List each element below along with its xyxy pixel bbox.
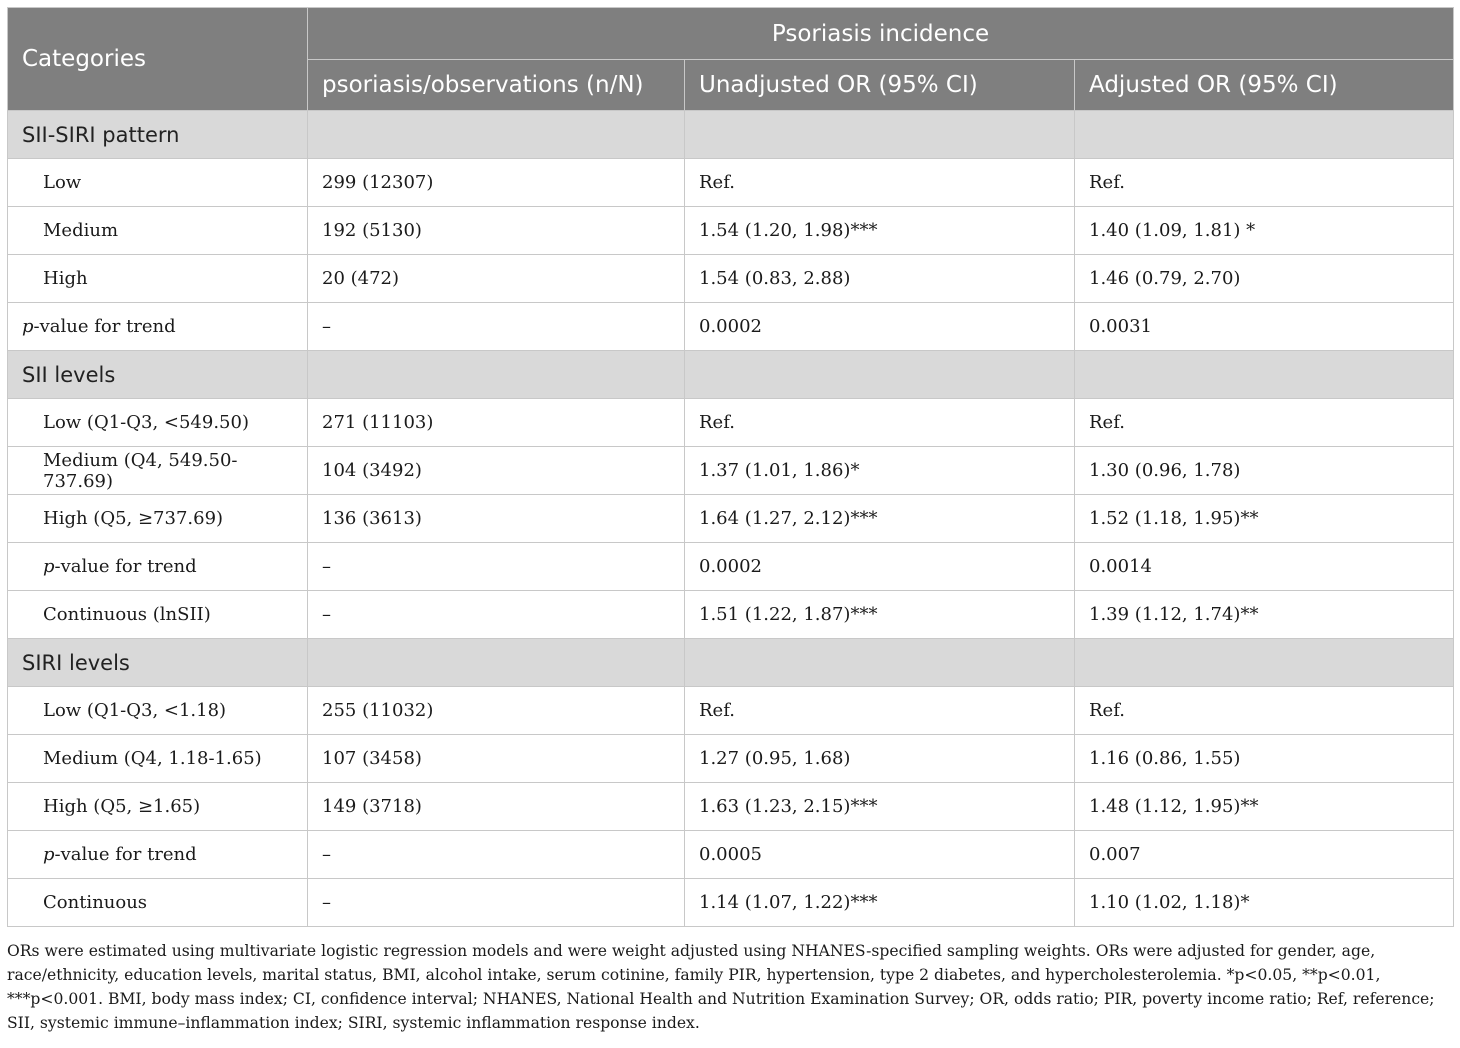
section-empty-cell — [685, 111, 1075, 159]
cell-n: – — [308, 543, 685, 591]
row-label: Low (Q1-Q3, <1.18) — [8, 687, 308, 735]
row-label-text: -value for trend — [54, 844, 197, 865]
cell-adjusted-or: 1.39 (1.12, 1.74)** — [1075, 591, 1454, 639]
table-row — [8, 447, 1454, 495]
row-label-italic: p — [43, 844, 55, 865]
table-footnote: ORs were estimated using multivariate logistic regression models and were weight adjusted using NHANES-specified sampling weights. ORs were adjusted for gender, age, race/ethnicity, education levels, marital status, BMI, alcohol intake, serum cotinine, family PIR, hypertension, type 2 diabetes, and hypercholesterolemia. *p<0.05, **p<0.01, ***p<0.001. BMI, body mass index; CI, confidence interval; NHANES, National Health and Nutrition Examination Survey; OR, odds ratio; PIR, poverty income ratio; Ref, reference; SII, systemic immune–inflammation index; SIRI, systemic inflammation response index. — [7, 942, 1435, 1032]
table-body — [8, 111, 1454, 927]
cell-unadjusted-or: Ref. — [685, 687, 1075, 735]
table-row — [8, 735, 1454, 783]
header-adjusted: Adjusted OR (95% CI) — [1075, 60, 1454, 111]
row-label — [8, 303, 308, 351]
row-label: Medium (Q4, 1.18-1.65) — [8, 735, 308, 783]
header-n: psoriasis/observations (n/N) — [308, 60, 685, 111]
row-label — [8, 831, 308, 879]
table-row — [8, 543, 1454, 591]
cell-n: 271 (11103) — [308, 399, 685, 447]
row-label-italic: p — [22, 316, 34, 337]
table-row — [8, 687, 1454, 735]
cell-unadjusted-or: Ref. — [685, 399, 1075, 447]
section-empty-cell — [1075, 639, 1454, 687]
cell-unadjusted-or: 1.63 (1.23, 2.15)*** — [685, 783, 1075, 831]
cell-adjusted-or: 0.0031 — [1075, 303, 1454, 351]
cell-adjusted-or: 1.30 (0.96, 1.78) — [1075, 447, 1454, 495]
row-label — [8, 543, 308, 591]
cell-adjusted-or: Ref. — [1075, 687, 1454, 735]
cell-adjusted-or: 1.52 (1.18, 1.95)** — [1075, 495, 1454, 543]
section-title: SIRI levels — [8, 639, 308, 687]
table-row — [8, 159, 1454, 207]
section-row — [8, 351, 1454, 399]
cell-n: 192 (5130) — [308, 207, 685, 255]
cell-adjusted-or: Ref. — [1075, 399, 1454, 447]
table-row — [8, 303, 1454, 351]
row-label: Continuous — [8, 879, 308, 927]
cell-adjusted-or: Ref. — [1075, 159, 1454, 207]
row-label: Low (Q1-Q3, <549.50) — [8, 399, 308, 447]
section-empty-cell — [308, 639, 685, 687]
row-label-text: -value for trend — [33, 316, 176, 337]
header-categories: Categories — [8, 8, 308, 111]
table-row — [8, 255, 1454, 303]
cell-unadjusted-or: 0.0005 — [685, 831, 1075, 879]
section-empty-cell — [308, 111, 685, 159]
cell-unadjusted-or: 1.51 (1.22, 1.87)*** — [685, 591, 1075, 639]
cell-unadjusted-or: 0.0002 — [685, 303, 1075, 351]
cell-n: 104 (3492) — [308, 447, 685, 495]
cell-unadjusted-or: 1.54 (1.20, 1.98)*** — [685, 207, 1075, 255]
cell-adjusted-or: 0.0014 — [1075, 543, 1454, 591]
table-row — [8, 399, 1454, 447]
table-row — [8, 591, 1454, 639]
cell-adjusted-or: 1.48 (1.12, 1.95)** — [1075, 783, 1454, 831]
section-empty-cell — [1075, 111, 1454, 159]
section-empty-cell — [685, 639, 1075, 687]
cell-adjusted-or: 1.10 (1.02, 1.18)* — [1075, 879, 1454, 927]
cell-unadjusted-or: 1.64 (1.27, 2.12)*** — [685, 495, 1075, 543]
section-title: SII-SIRI pattern — [8, 111, 308, 159]
cell-adjusted-or: 0.007 — [1075, 831, 1454, 879]
cell-unadjusted-or: 0.0002 — [685, 543, 1075, 591]
section-row — [8, 639, 1454, 687]
cell-n: 149 (3718) — [308, 783, 685, 831]
header-unadjusted: Unadjusted OR (95% CI) — [685, 60, 1075, 111]
table-row — [8, 783, 1454, 831]
header-group: Psoriasis incidence — [308, 8, 1454, 60]
cell-n: 107 (3458) — [308, 735, 685, 783]
row-label: Continuous (lnSII) — [8, 591, 308, 639]
cell-adjusted-or: 1.40 (1.09, 1.81) * — [1075, 207, 1454, 255]
row-label: High (Q5, ≥1.65) — [8, 783, 308, 831]
cell-n: 299 (12307) — [308, 159, 685, 207]
row-label: Low — [8, 159, 308, 207]
cell-n: – — [308, 303, 685, 351]
cell-n: – — [308, 831, 685, 879]
section-empty-cell — [308, 351, 685, 399]
cell-adjusted-or: 1.16 (0.86, 1.55) — [1075, 735, 1454, 783]
cell-unadjusted-or: 1.37 (1.01, 1.86)* — [685, 447, 1075, 495]
results-table — [7, 7, 1454, 927]
table-row — [8, 831, 1454, 879]
cell-n: – — [308, 591, 685, 639]
cell-adjusted-or: 1.46 (0.79, 2.70) — [1075, 255, 1454, 303]
row-label: High (Q5, ≥737.69) — [8, 495, 308, 543]
section-empty-cell — [685, 351, 1075, 399]
cell-n: – — [308, 879, 685, 927]
table-row — [8, 879, 1454, 927]
cell-unadjusted-or: 1.27 (0.95, 1.68) — [685, 735, 1075, 783]
cell-unadjusted-or: Ref. — [685, 159, 1075, 207]
section-empty-cell — [1075, 351, 1454, 399]
cell-unadjusted-or: 1.14 (1.07, 1.22)*** — [685, 879, 1075, 927]
cell-n: 255 (11032) — [308, 687, 685, 735]
table-row — [8, 207, 1454, 255]
row-label-text: -value for trend — [54, 556, 197, 577]
row-label: High — [8, 255, 308, 303]
cell-n: 136 (3613) — [308, 495, 685, 543]
cell-n: 20 (472) — [308, 255, 685, 303]
row-label: Medium (Q4, 549.50-737.69) — [8, 447, 308, 495]
row-label: Medium — [8, 207, 308, 255]
section-title: SII levels — [8, 351, 308, 399]
row-label-italic: p — [43, 556, 55, 577]
section-row — [8, 111, 1454, 159]
table-row — [8, 495, 1454, 543]
cell-unadjusted-or: 1.54 (0.83, 2.88) — [685, 255, 1075, 303]
